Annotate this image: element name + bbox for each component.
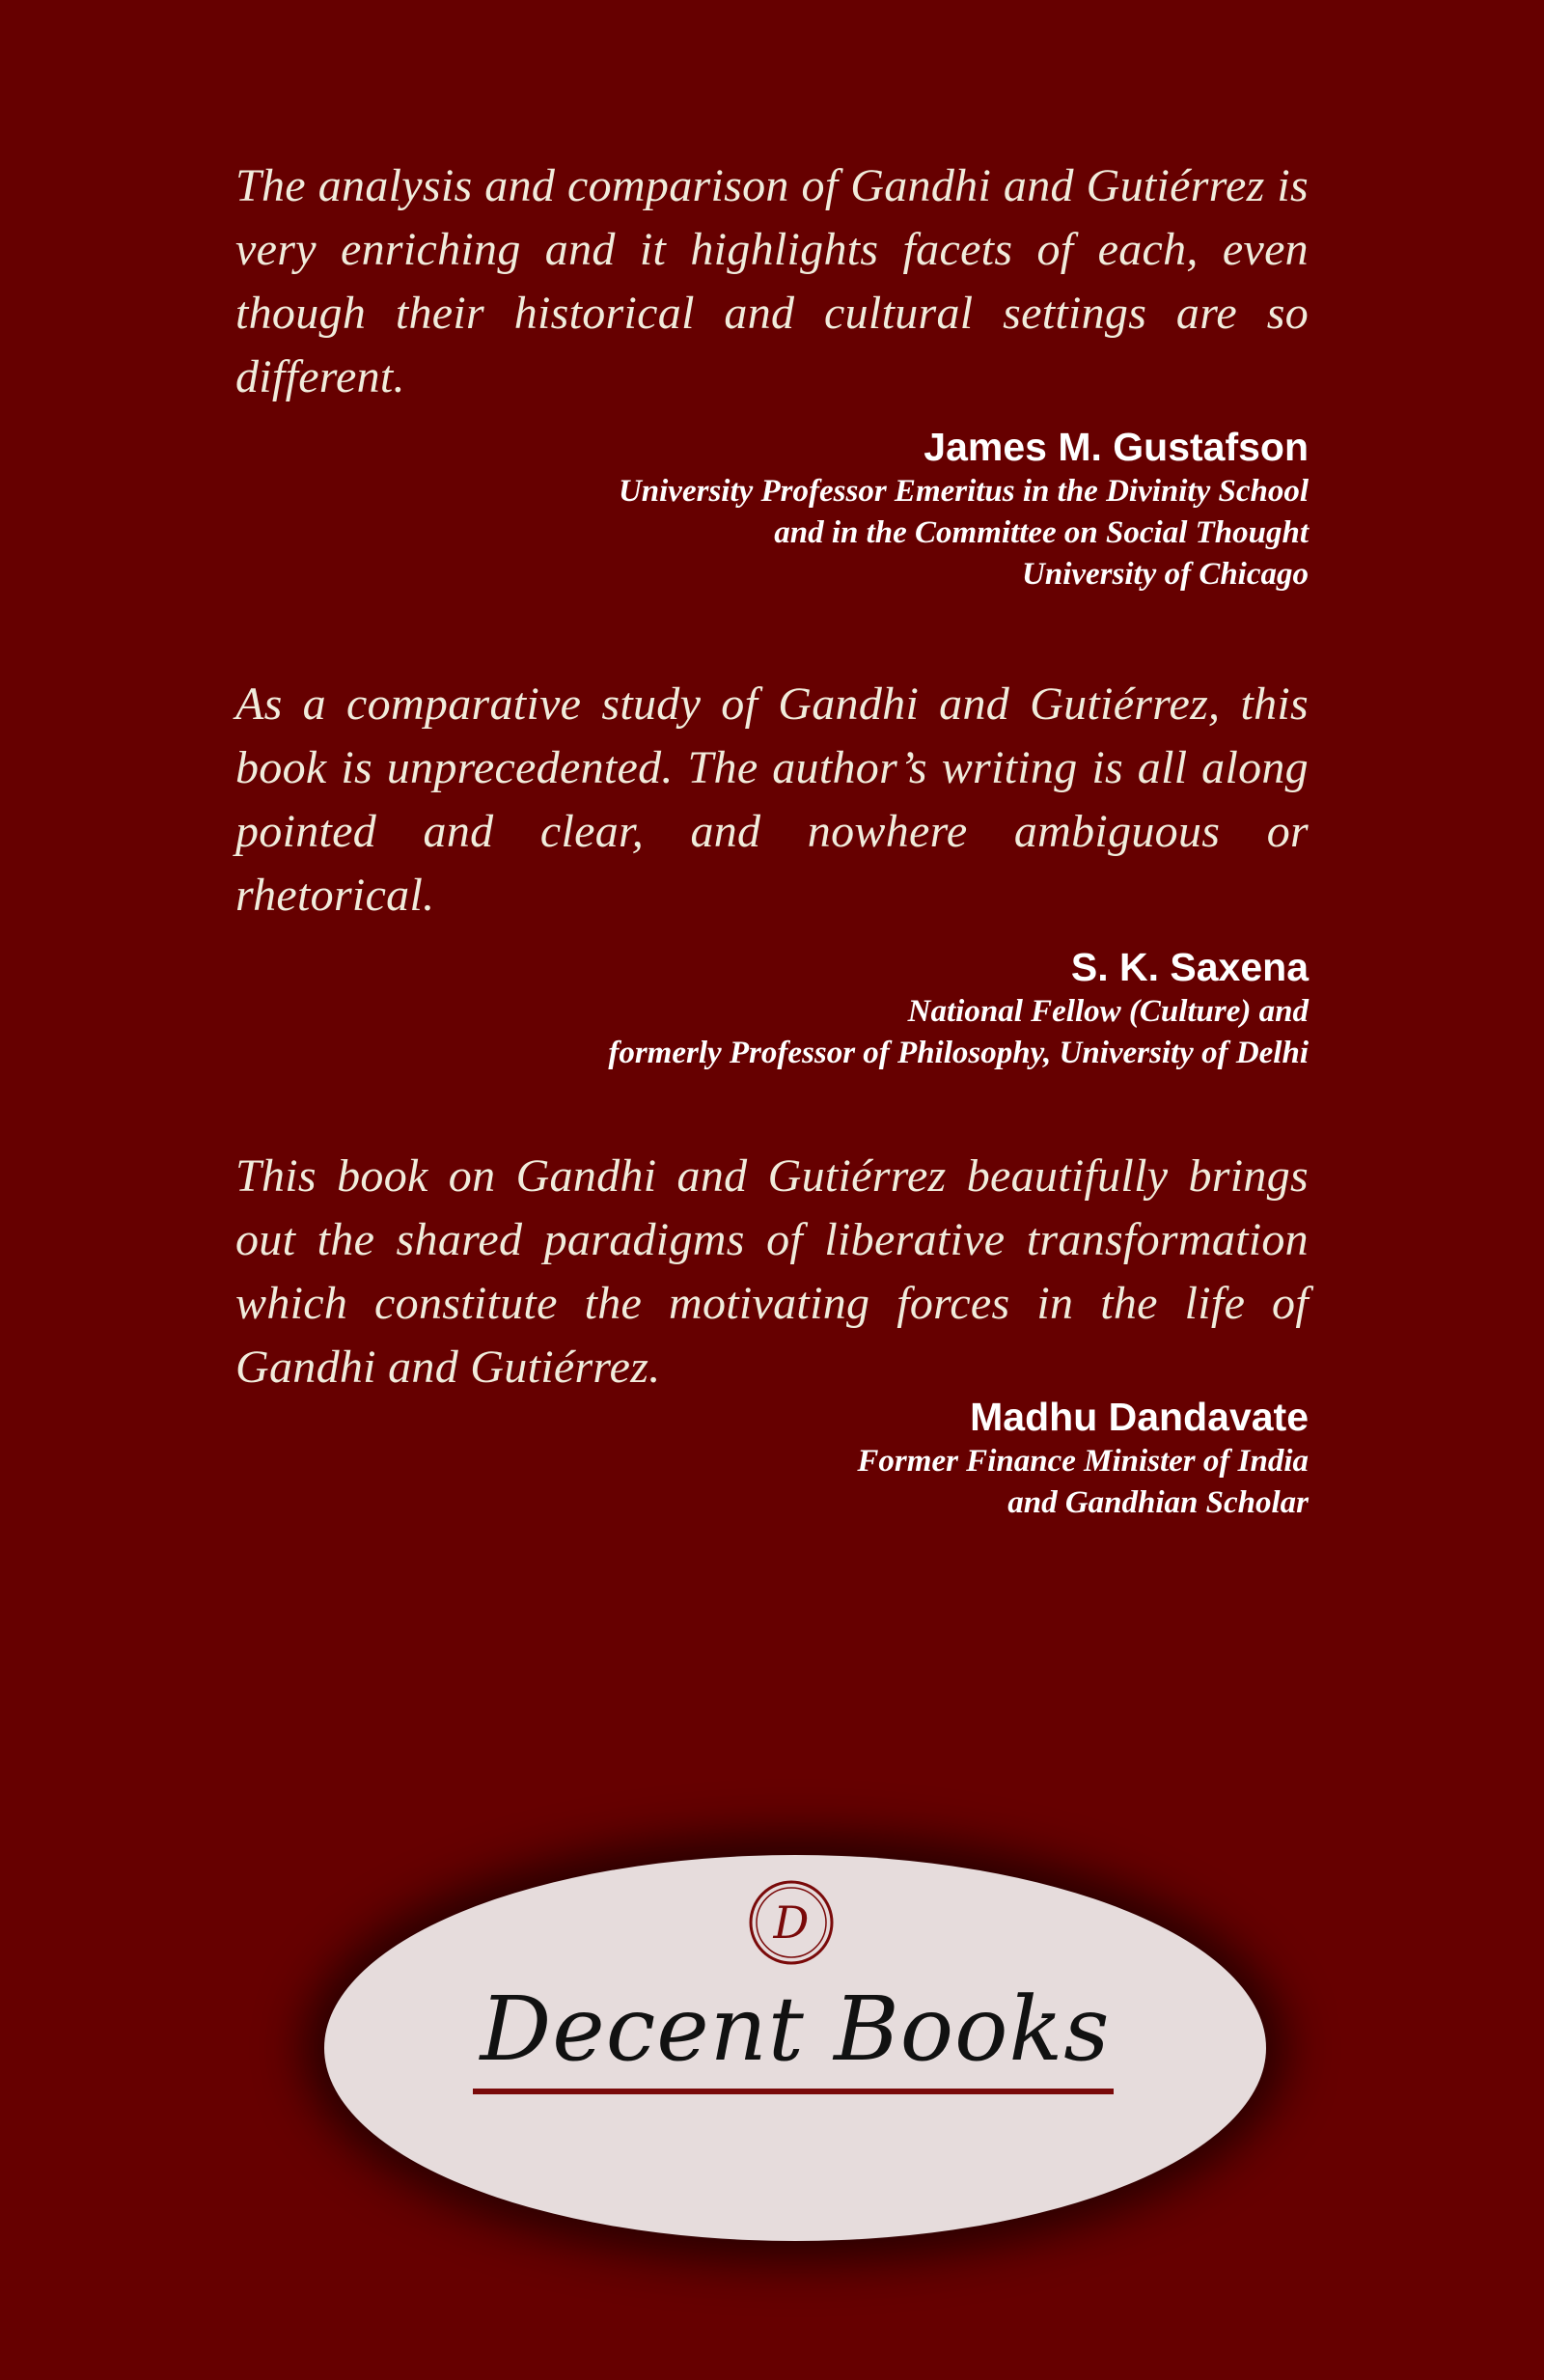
endorser-role-line: University of Chicago [1022, 557, 1309, 592]
endorser-role-line: and in the Committee on Social Thought [774, 515, 1309, 550]
endorsement-quote-2: As a comparative study of Gandhi and Gutiérrez, this book is unprecedented. The author’s writing is all along pointed and clear, and nowhere ambiguous or rhetorical. [235, 678, 1309, 921]
endorsement-attribution-1 [235, 423, 1309, 595]
endorser-name: S. K. Saxena [1070, 945, 1309, 989]
endorser-role-line: National Fellow (Culture) and [907, 994, 1309, 1029]
endorser-role-line: Former Finance Minister of India [857, 1444, 1309, 1479]
endorser-role-line: and Gandhian Scholar [1007, 1485, 1309, 1520]
publisher-emblem-icon [747, 1878, 836, 1967]
publisher-emblem-letter: D [773, 1896, 810, 1949]
endorsement-attribution-2 [235, 943, 1309, 1074]
endorser-role-line: University Professor Emeritus in the Divinity School [618, 474, 1309, 509]
endorser-role-line: formerly Professor of Philosophy, University of Delhi [608, 1036, 1309, 1070]
endorsement-quote-1: The analysis and comparison of Gandhi and Gutiérrez is very enriching and it highlights facets of each, even though their historical and cultural settings are so different. [235, 160, 1309, 402]
endorsement-attribution-3 [235, 1393, 1309, 1524]
publisher-name: Decent Books [480, 1978, 1111, 2081]
endorser-name: James M. Gustafson [924, 425, 1309, 469]
publisher-underline [473, 2089, 1114, 2094]
endorsement-quote-3: This book on Gandhi and Gutiérrez beautifully brings out the shared paradigms of liberative transformation which constitute the motivating forces in the life of Gandhi and Gutiérrez. [235, 1150, 1309, 1393]
endorser-name: Madhu Dandavate [970, 1395, 1309, 1439]
